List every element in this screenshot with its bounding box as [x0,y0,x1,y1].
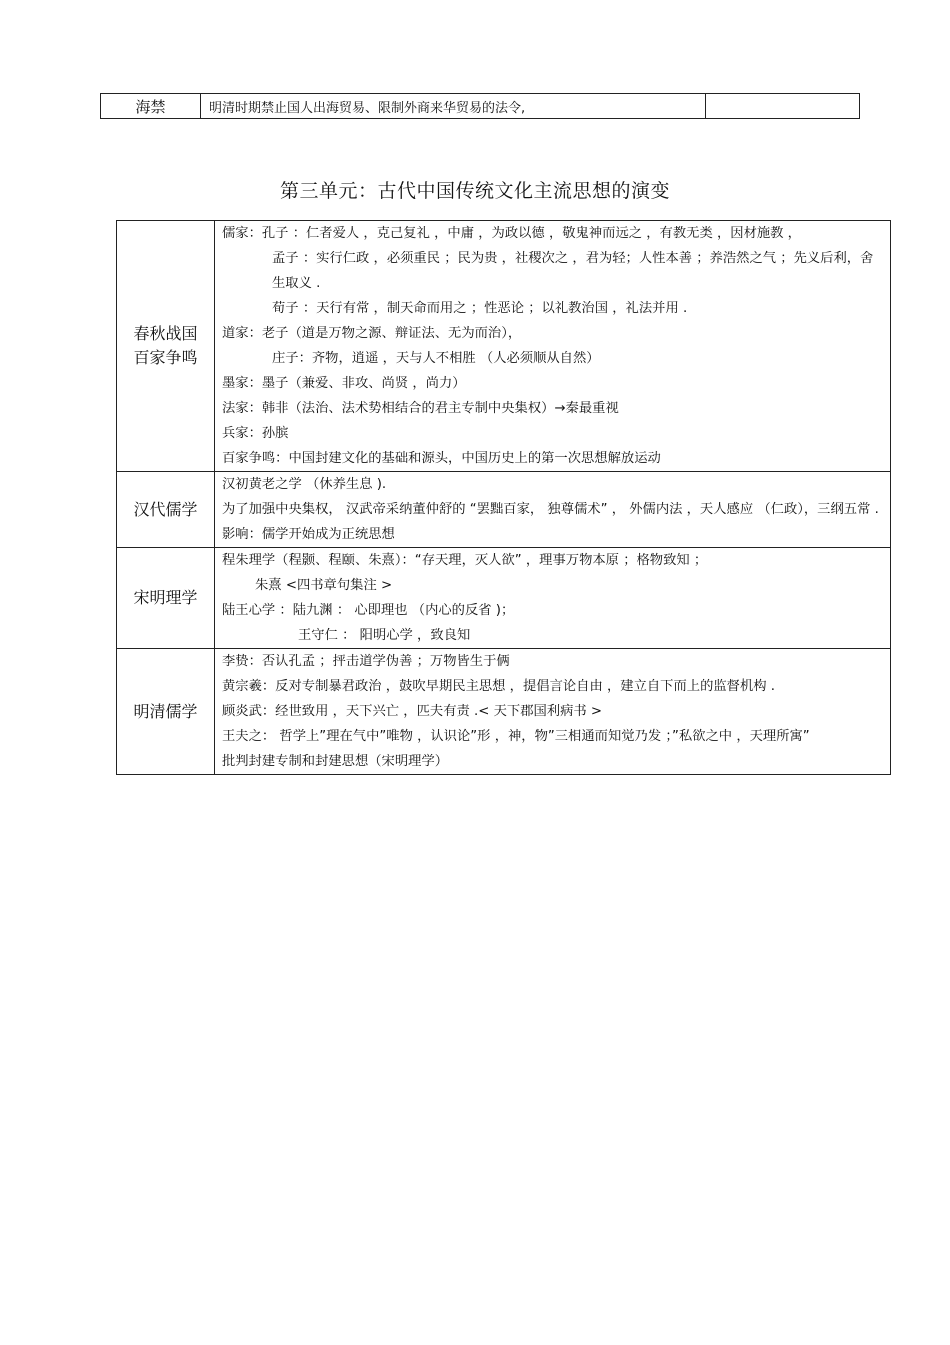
content-line: 为了加强中央集权， 汉武帝采纳董仲舒的 “罢黜百家， 独尊儒术” ， 外儒内法 ，天人感应 （仁政），三纲五常 . [222,502,879,517]
table-row-ming-qing [117,649,891,775]
content-line: 荀子 ：天行有常 ，制天命而用之 ；性恶论 ；以礼教治国 ，礼法并用 . [272,301,688,316]
content-cell [215,221,891,472]
content-line: 兵家：孙膑 [222,426,289,441]
content-line: 墨家：墨子（兼爱、非攻、尚贤 ，尚力） [222,376,466,391]
table-row-spring-autumn [117,221,891,472]
table-row-han [117,472,891,548]
content-line: 王守仁 ： 阳明心学 ，致良知 [298,628,471,643]
period-label-line1: 春秋战国 [133,324,198,343]
unit-title: 第三单元：古代中国传统文化主流思想的演变 [279,180,670,202]
haijin-table [100,93,860,119]
period-cell: 明清儒学 [117,649,215,775]
content-line: 影响：儒学开始成为正统思想 [222,527,395,542]
content-line: 朱熹 <四书章句集注 > [255,578,393,593]
content-line: 李贽：否认孔孟 ；抨击道学伪善 ；万物皆生于俩 [222,654,510,669]
content-line: 庄子：齐物，逍遥 ，天与人不相胜 （人必须顺从自然） [272,351,600,366]
content-line: 陆王心学 ：陆九渊 ： 心即理也 （内心的反省 )； [222,603,515,618]
content-line: 道家：老子（道是万物之源、辩证法、无为而治）， [222,326,522,341]
content-line: 孟子 ：实行仁政 ，必须重民 ；民为贵 ，社稷次之 ，君为轻；人性本善 ；养浩然之气 ；先义后利，舍生取义 . [272,251,874,291]
content-cell [215,649,891,775]
period-cell: 汉代儒学 [117,472,215,548]
period-label-line2: 百家争鸣 [133,348,198,367]
content-line: 汉初黄老之学 （休养生息 ). [222,477,387,492]
table-row [101,94,860,119]
content-line: 黄宗羲：反对专制暴君政治 ，鼓吹早期民主思想 ，提倡言论自由 ，建立自下而上的监督机构 . [222,679,776,694]
term-cell: 海禁 [101,94,201,119]
content-line: 批判封建专制和封建思想（宋明理学） [222,754,449,769]
content-line: 王夫之： 哲学上”理在气中”唯物 ，认识论”形 ，神，物”三相通而知觉乃发 ；”私欲之中 ，天理所寓” [222,729,810,744]
table-row-song-ming [117,548,891,649]
period-cell [117,221,215,472]
content-line: 儒家：孔子 ：仁者爱人 ，克己复礼 ，中庸 ，为政以德 ，敬鬼神而远之 ，有教无类 ，因材施教 ， [222,226,801,241]
content-line: 顾炎武：经世致用 ，天下兴亡 ，匹夫有责 .< 天下郡国利病书 > [222,704,603,719]
content-line: 百家争鸣：中国封建文化的基础和源头，中国历史上的第一次思想解放运动 [222,451,661,466]
period-cell: 宋明理学 [117,548,215,649]
content-line: 程朱理学（程颢、程颐、朱熹）：“存天理，灭人欲” ，理事万物本原 ；格物致知 ； [222,553,708,568]
thought-evolution-table [116,220,891,775]
content-line: 法家：韩非（法治、法术势相结合的君主专制中央集权）→秦最重视 [222,401,619,416]
definition-cell: 明清时期禁止国人出海贸易、限制外商来华贸易的法令, [201,94,706,119]
empty-cell [706,94,860,119]
content-cell [215,472,891,548]
content-cell [215,548,891,649]
